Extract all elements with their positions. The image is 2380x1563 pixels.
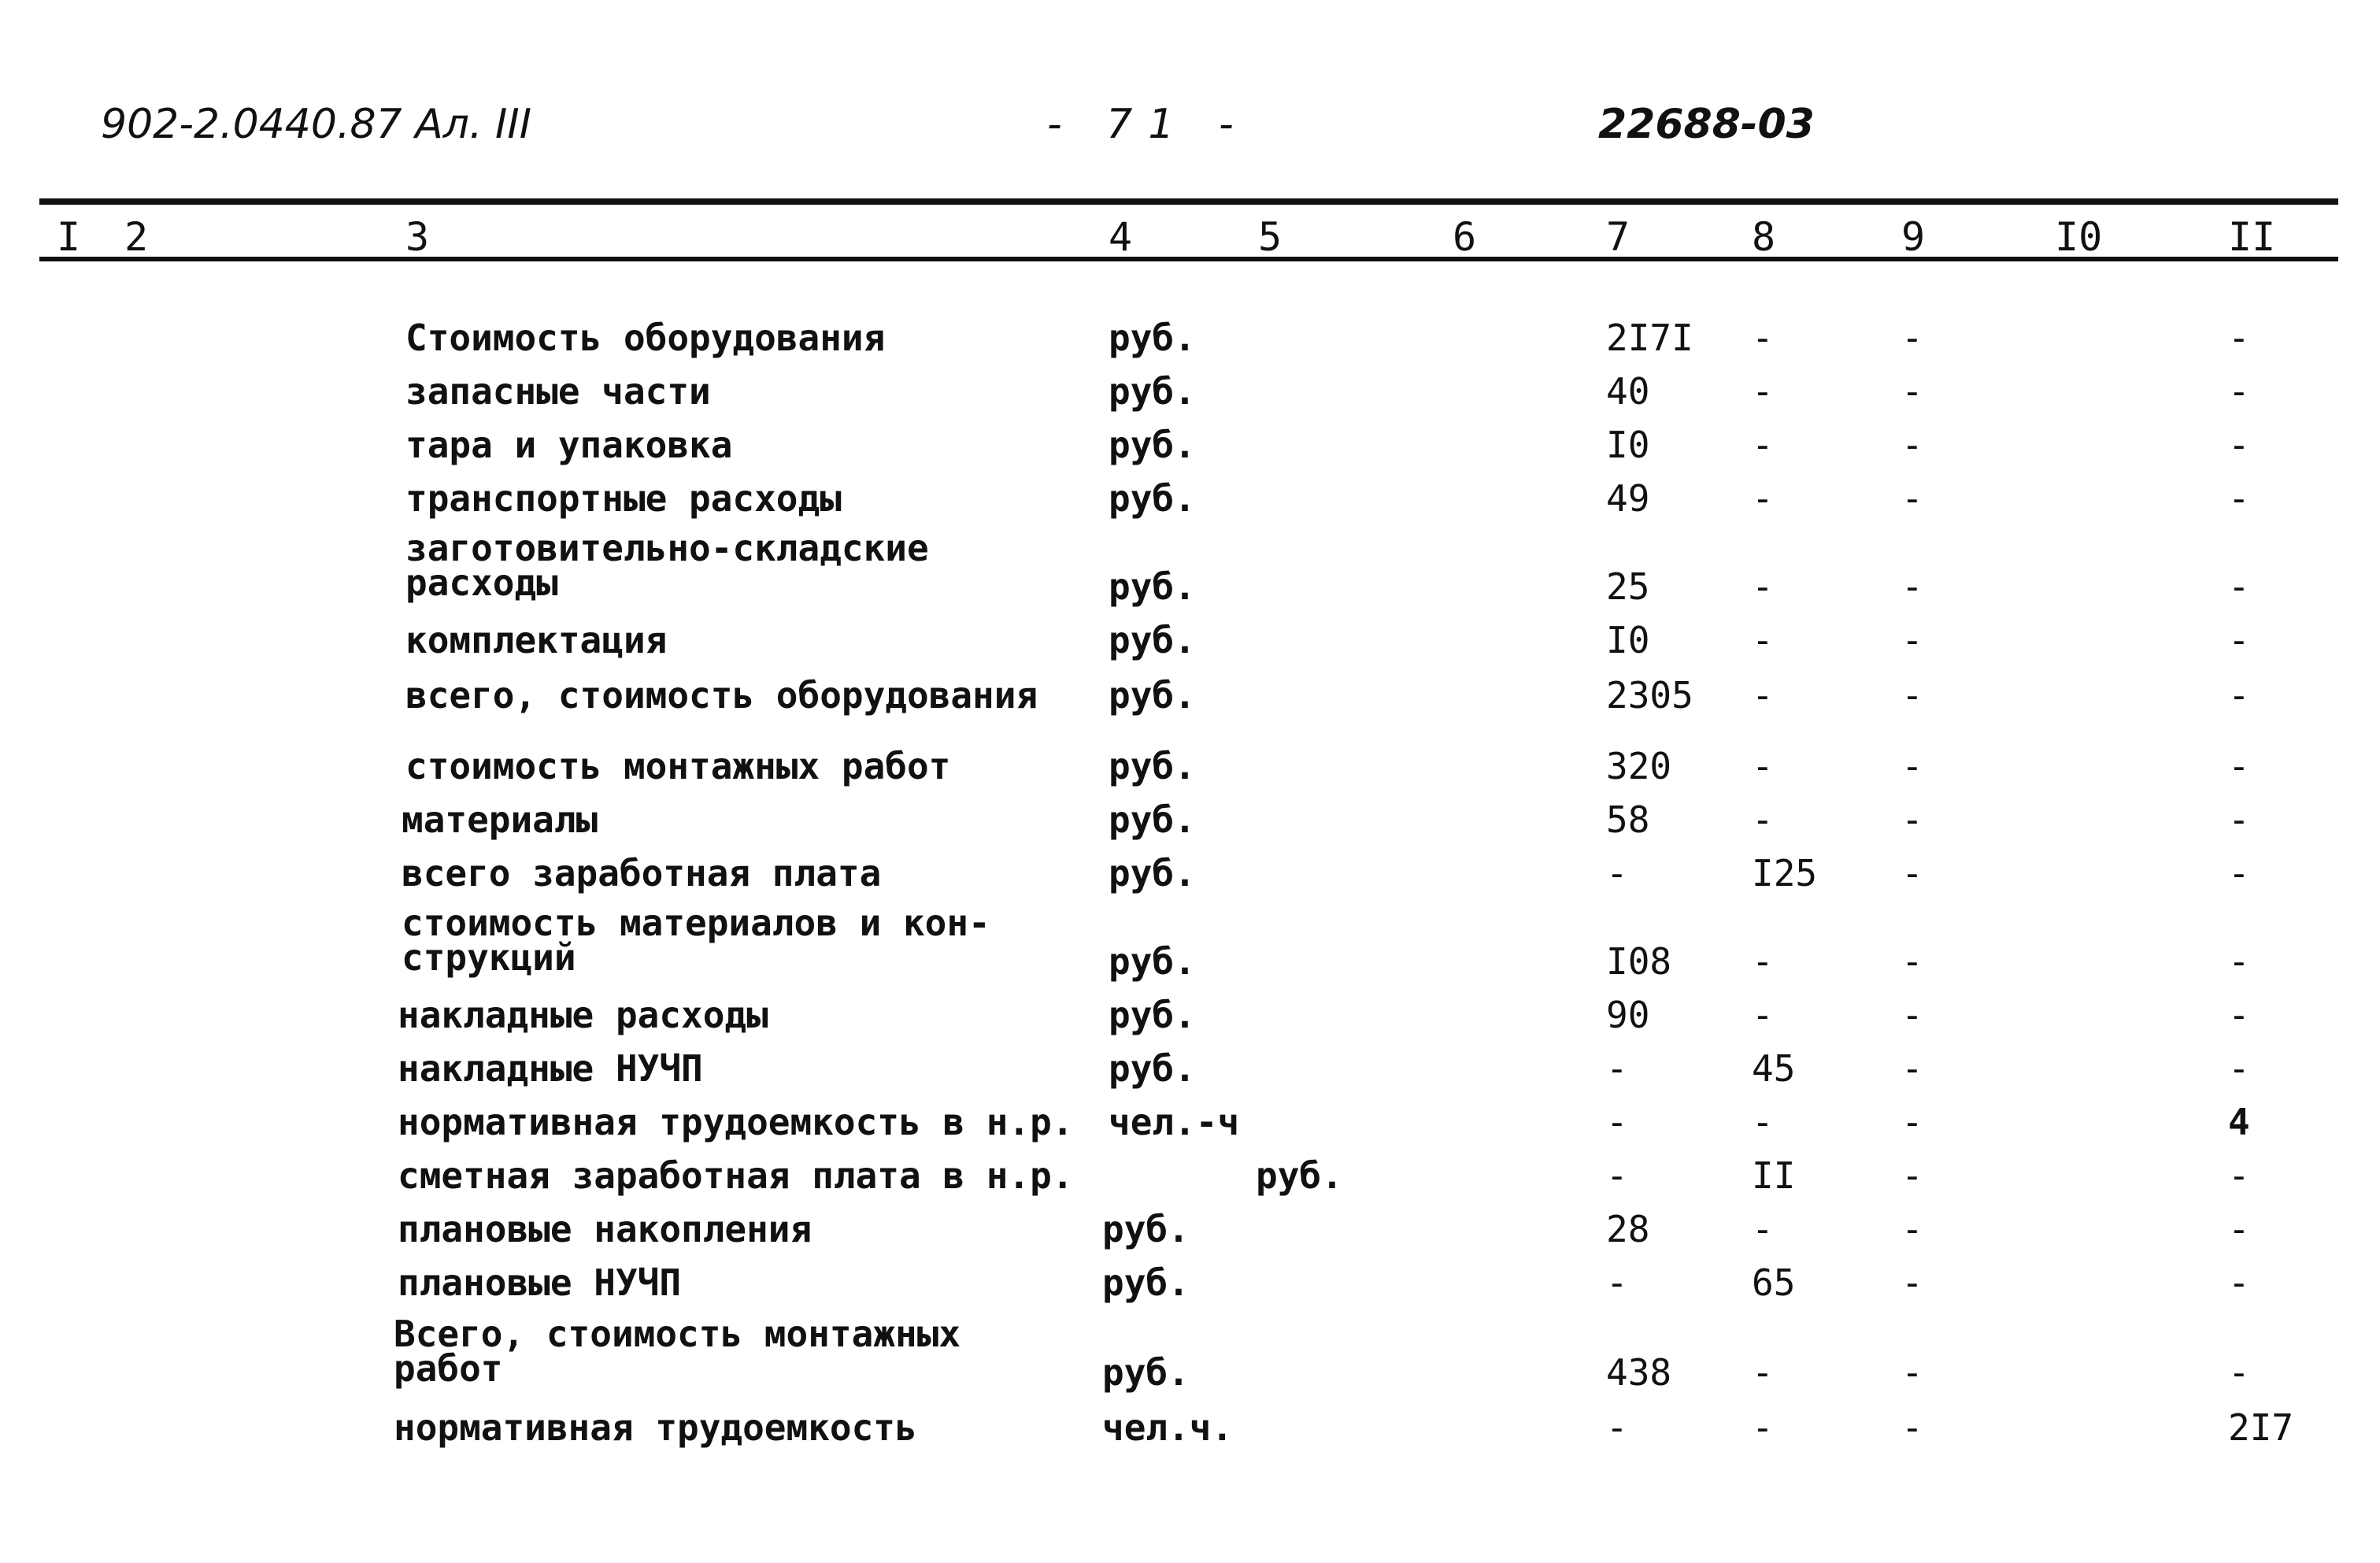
row-col7: 40 [1606, 370, 1650, 413]
row-col11: - [2228, 565, 2250, 608]
row-col7: I08 [1606, 940, 1672, 983]
row-col8: - [1752, 674, 1774, 717]
row-col11: - [2228, 477, 2250, 520]
row-col7: - [1606, 852, 1628, 894]
row-col7: - [1606, 1406, 1628, 1449]
row-col11: - [2228, 852, 2250, 894]
table-row [0, 1208, 2380, 1255]
row-col7: 49 [1606, 477, 1650, 520]
row-unit: руб. [1109, 619, 1196, 661]
row-name: всего заработная плата [402, 852, 882, 894]
table-row [0, 798, 2380, 846]
column-header-6: 6 [1453, 214, 1477, 260]
row-col11: - [2228, 317, 2250, 359]
table-row [0, 370, 2380, 417]
table-row [0, 424, 2380, 471]
table-row [0, 1154, 2380, 1202]
row-col7: 28 [1606, 1208, 1650, 1250]
row-col9: - [1901, 798, 1923, 841]
row-col8: - [1752, 745, 1774, 787]
row-col8: 45 [1752, 1047, 1796, 1090]
table-row [0, 902, 2380, 983]
table-row [0, 852, 2380, 899]
table-row [0, 1261, 2380, 1309]
row-col8: - [1752, 565, 1774, 608]
row-col7: I0 [1606, 619, 1650, 661]
row-col9: - [1901, 424, 1923, 466]
row-name: сметная заработная плата в н.р. [398, 1154, 1074, 1197]
row-name: нормативная трудоемкость [394, 1406, 917, 1449]
page-number: - 71 - [1047, 101, 1249, 148]
document-id: 22688-03 [1598, 101, 1815, 148]
table-row [0, 317, 2380, 364]
row-col9: - [1901, 565, 1923, 608]
row-col8: II [1752, 1154, 1796, 1197]
row-col8: - [1752, 1351, 1774, 1394]
row-col11: - [2228, 994, 2250, 1036]
row-unit: руб. [1109, 994, 1196, 1036]
row-name: всего, стоимость оборудования [405, 674, 1038, 717]
row-col11: - [2228, 619, 2250, 661]
row-unit: руб. [1109, 565, 1196, 608]
row-col9: - [1901, 317, 1923, 359]
column-header-1: I [57, 214, 81, 260]
row-name: плановые НУЧП [398, 1261, 682, 1304]
row-name: заготовительно-складские расходы [405, 527, 929, 604]
row-col11: - [2228, 1154, 2250, 1197]
column-header-8: 8 [1752, 214, 1776, 260]
row-col11: - [2228, 1261, 2250, 1304]
row-col7: 320 [1606, 745, 1672, 787]
row-col7: 25 [1606, 565, 1650, 608]
column-header-10: I0 [2055, 214, 2103, 260]
row-name: нормативная трудоемкость в н.р. [398, 1101, 1074, 1143]
row-name: Всего, стоимость монтажных работ [394, 1313, 961, 1390]
column-header-4: 4 [1109, 214, 1133, 260]
row-unit: руб. [1256, 1154, 1343, 1197]
row-name: тара и упаковка [405, 424, 733, 466]
row-unit: руб. [1109, 477, 1196, 520]
row-name: накладные расходы [398, 994, 768, 1036]
row-name: материалы [402, 798, 598, 841]
row-col8: - [1752, 477, 1774, 520]
row-col11: - [2228, 1047, 2250, 1090]
row-col9: - [1901, 1047, 1923, 1090]
row-name: транспортные расходы [405, 477, 842, 520]
table-row [0, 1047, 2380, 1094]
row-unit: чел.ч. [1102, 1406, 1234, 1449]
row-name: Стоимость оборудования [405, 317, 886, 359]
row-unit: чел.-ч [1109, 1101, 1240, 1143]
row-col8: - [1752, 424, 1774, 466]
row-col8: - [1752, 1101, 1774, 1143]
row-col9: - [1901, 1261, 1923, 1304]
row-col9: - [1901, 994, 1923, 1036]
row-name: комплектация [405, 619, 668, 661]
row-col8: - [1752, 994, 1774, 1036]
column-header-5: 5 [1258, 214, 1283, 260]
row-col11: - [2228, 674, 2250, 717]
row-col9: - [1901, 852, 1923, 894]
row-name: запасные части [405, 370, 711, 413]
row-col11: - [2228, 1351, 2250, 1394]
table-header-rule [39, 257, 2338, 261]
column-header-7: 7 [1606, 214, 1630, 260]
row-unit: руб. [1109, 370, 1196, 413]
row-unit: руб. [1109, 1047, 1196, 1090]
column-header-11: II [2228, 214, 2276, 260]
row-unit: руб. [1102, 1261, 1190, 1304]
row-col11: - [2228, 940, 2250, 983]
table-row [0, 1101, 2380, 1148]
row-col9: - [1901, 940, 1923, 983]
document-code: 902-2.0440.87 Ал. III [101, 101, 532, 148]
table-row [0, 527, 2380, 608]
row-unit: руб. [1102, 1351, 1190, 1394]
row-name: стоимость материалов и кон- струкций [402, 902, 990, 979]
table-row [0, 745, 2380, 792]
row-col9: - [1901, 619, 1923, 661]
row-col8: 65 [1752, 1261, 1796, 1304]
row-col8: - [1752, 317, 1774, 359]
row-col7: 2305 [1606, 674, 1693, 717]
table-row [0, 619, 2380, 666]
row-col9: - [1901, 745, 1923, 787]
row-unit: руб. [1109, 424, 1196, 466]
row-col9: - [1901, 1406, 1923, 1449]
column-header-9: 9 [1901, 214, 1926, 260]
row-name: плановые накопления [398, 1208, 812, 1250]
row-col9: - [1901, 370, 1923, 413]
row-col7: - [1606, 1047, 1628, 1090]
row-col9: - [1901, 1208, 1923, 1250]
row-col9: - [1901, 1101, 1923, 1143]
row-name: стоимость монтажных работ [405, 745, 951, 787]
row-col8: - [1752, 1406, 1774, 1449]
row-col7: - [1606, 1154, 1628, 1197]
row-col8: - [1752, 940, 1774, 983]
column-header-3: 3 [405, 214, 430, 260]
row-col9: - [1901, 477, 1923, 520]
row-col9: - [1901, 674, 1923, 717]
row-col11: 2I7 [2228, 1406, 2294, 1449]
row-col11: - [2228, 798, 2250, 841]
row-col8: - [1752, 370, 1774, 413]
column-header-2: 2 [124, 214, 149, 260]
row-col7: - [1606, 1261, 1628, 1304]
table-row [0, 1406, 2380, 1454]
row-col8: - [1752, 619, 1774, 661]
row-col8: - [1752, 798, 1774, 841]
row-col11: - [2228, 370, 2250, 413]
row-unit: руб. [1109, 317, 1196, 359]
row-unit: руб. [1109, 798, 1196, 841]
row-col11: - [2228, 1208, 2250, 1250]
row-col7: - [1606, 1101, 1628, 1143]
row-col7: 2I7I [1606, 317, 1693, 359]
row-col8: - [1752, 1208, 1774, 1250]
row-col11: - [2228, 424, 2250, 466]
row-unit: руб. [1109, 940, 1196, 983]
row-col9: - [1901, 1154, 1923, 1197]
row-col11: 4 [2228, 1101, 2250, 1143]
row-col7: 438 [1606, 1351, 1672, 1394]
row-col9: - [1901, 1351, 1923, 1394]
row-col8: I25 [1752, 852, 1818, 894]
table-row [0, 994, 2380, 1041]
row-col7: 90 [1606, 994, 1650, 1036]
table-top-rule [39, 198, 2338, 205]
table-row [0, 674, 2380, 721]
row-unit: руб. [1109, 674, 1196, 717]
table-row [0, 477, 2380, 524]
row-unit: руб. [1109, 745, 1196, 787]
row-unit: руб. [1102, 1208, 1190, 1250]
row-col11: - [2228, 745, 2250, 787]
row-col7: I0 [1606, 424, 1650, 466]
table-row [0, 1313, 2380, 1394]
row-col7: 58 [1606, 798, 1650, 841]
row-unit: руб. [1109, 852, 1196, 894]
row-name: накладные НУЧП [398, 1047, 703, 1090]
